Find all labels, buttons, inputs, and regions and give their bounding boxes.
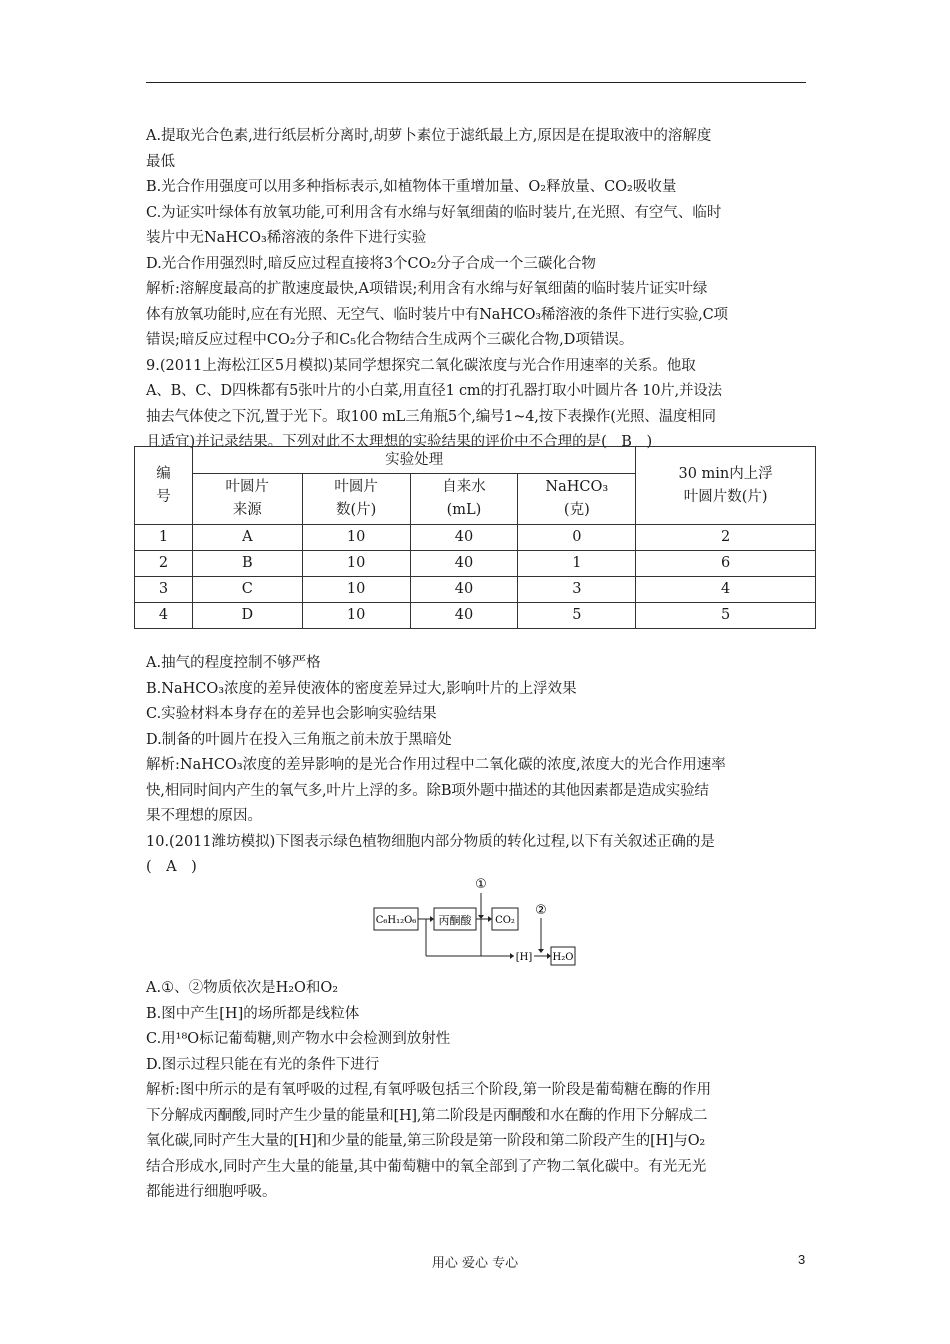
table-cell: 2	[636, 525, 816, 551]
table-row	[135, 577, 816, 603]
table-row	[135, 551, 816, 577]
q8-option-b: B.光合作用强度可以用多种指标表示,如植物体干重增加量、O₂释放量、CO₂吸收量	[146, 179, 677, 195]
question-9-options	[146, 651, 810, 881]
table-cell: B	[192, 551, 302, 577]
arrowhead	[478, 915, 484, 919]
respiration-diagram	[370, 876, 580, 966]
table-row	[135, 603, 816, 629]
table-cell: 4	[135, 603, 193, 629]
header-count: 叶圆片 数(片)	[302, 474, 410, 525]
table-cell: 5	[518, 603, 636, 629]
question-8-block	[146, 124, 810, 456]
table-cell: 10	[302, 551, 410, 577]
page-number: 3	[798, 1252, 806, 1267]
q9-analysis-line1: 解析:NaHCO₃浓度的差异影响的是光合作用过程中二氧化碳的浓度,浓度大的光合作用速率	[146, 757, 726, 773]
marker-1: ①	[475, 877, 487, 892]
arrowhead	[547, 953, 551, 959]
h2o-label: H₂O	[552, 952, 574, 963]
q10-option-c: C.用¹⁸O标记葡萄糖,则产物水中会检测到放射性	[146, 1031, 451, 1047]
q10-stem-line1: 10.(2011潍坊模拟)下图表示绿色植物细胞内部分物质的转化过程,以下有关叙述正确的是	[146, 833, 715, 850]
table-cell: C	[192, 577, 302, 603]
q9-option-b: B.NaHCO₃浓度的差异使液体的密度差异过大,影响叶片的上浮效果	[146, 680, 577, 697]
q9-stem-line3: 抽去气体使之下沉,置于光下。取100 mL三角瓶5个,编号1~4,按下表操作(光照、温度相同	[146, 408, 716, 425]
q10-analysis-line1: 解析:图中所示的是有氧呼吸的过程,有氧呼吸包括三个阶段,第一阶段是葡萄糖在酶的作用	[146, 1082, 712, 1098]
page-footer: 用心 爱心 专心	[431, 1256, 519, 1271]
table-cell: 10	[302, 525, 410, 551]
q9-option-c: C.实验材料本身存在的差异也会影响实验结果	[146, 706, 437, 722]
pyruvate-label: 丙酮酸	[438, 914, 472, 927]
experiment-table	[134, 446, 816, 629]
header-result: 30 min内上浮 叶圆片数(片)	[636, 447, 816, 525]
q8-option-a-line2: 最低	[146, 153, 175, 170]
q8-option-c-line1: C.为证实叶绿体有放氧功能,可利用含有水绵与好氧细菌的临时装片,在光照、有空气、临时	[146, 204, 722, 221]
arrowhead	[430, 916, 434, 922]
q8-option-d: D.光合作用强烈时,暗反应过程直接将3个CO₂分子合成一个三碳化合物	[146, 255, 596, 272]
q10-stem-line2: ( A )	[146, 859, 197, 875]
question-10-options	[146, 976, 810, 1206]
glucose-label: C₆H₁₂O₆	[375, 915, 417, 926]
table-header-row	[135, 447, 816, 474]
header-nahco3: NaHCO₃ (克)	[518, 474, 636, 525]
q10-option-b: B.图中产生[H]的场所都是线粒体	[146, 1005, 360, 1022]
table-cell: 40	[410, 525, 518, 551]
q9-stem-line1: 9.(2011上海松江区5月模拟)某同学想探究二氧化碳浓度与光合作用速率的关系。他取	[146, 357, 696, 374]
table-cell: 4	[636, 577, 816, 603]
table-cell: 6	[636, 551, 816, 577]
table-cell: 10	[302, 577, 410, 603]
q9-analysis-line3: 果不理想的原因。	[146, 808, 262, 824]
q10-analysis-line2: 下分解成丙酮酸,同时产生少量的能量和[H],第二阶段是丙酮酸和水在酶的作用下分解成二	[146, 1107, 708, 1124]
header-treatment: 实验处理	[192, 447, 635, 474]
table-cell: 2	[135, 551, 193, 577]
co2-label: CO₂	[495, 915, 515, 926]
table-cell: 1	[135, 525, 193, 551]
header-water: 自来水 (mL)	[410, 474, 518, 525]
header-source: 叶圆片 来源	[192, 474, 302, 525]
table-cell: 10	[302, 603, 410, 629]
q8-option-a-line1: A.提取光合色素,进行纸层析分离时,胡萝卜素位于滤纸最上方,原因是在提取液中的溶解度	[146, 128, 712, 144]
table-cell: 3	[135, 577, 193, 603]
q9-analysis-line2: 快,相同时间内产生的氧气多,叶片上浮的多。除B项外题中描述的其他因素都是造成实验结	[146, 782, 709, 799]
q9-option-a: A.抽气的程度控制不够严格	[146, 655, 321, 671]
table-cell: 1	[518, 551, 636, 577]
table-cell: D	[192, 603, 302, 629]
table-cell: 0	[518, 525, 636, 551]
q8-analysis-line1: 解析:溶解度最高的扩散速度最快,A项错误;利用含有水绵与好氧细菌的临时装片证实叶绿	[146, 281, 708, 297]
q10-option-a: A.①、②物质依次是H₂O和O₂	[146, 980, 339, 996]
q10-analysis-line5: 都能进行细胞呼吸。	[146, 1184, 277, 1200]
table-cell: 40	[410, 551, 518, 577]
q8-analysis-line3: 错误;暗反应过程中CO₂分子和C₅化合物结合生成两个三碳化合物,D项错误。	[146, 332, 634, 348]
q9-stem-line2: A、B、C、D四株都有5张叶片的小白菜,用直径1 cm的打孔器打取小叶圆片各 10片,并设法	[146, 383, 722, 399]
q8-option-c-line2: 装片中无NaHCO₃稀溶液的条件下进行实验	[146, 230, 427, 246]
header-rule	[146, 82, 806, 83]
table-cell: A	[192, 525, 302, 551]
marker-2: ②	[535, 903, 547, 918]
q9-option-d: D.制备的叶圆片在投入三角瓶之前未放于黑暗处	[146, 731, 452, 748]
header-number: 编 号	[135, 447, 193, 525]
q10-option-d: D.图示过程只能在有光的条件下进行	[146, 1056, 380, 1073]
q10-analysis-line3: 氧化碳,同时产生大量的[H]和少量的能量,第三阶段是第一阶段和第二阶段产生的[H]与O₂	[146, 1133, 706, 1149]
arrowhead	[538, 949, 544, 953]
table-cell: 5	[636, 603, 816, 629]
h-label: [H]	[515, 952, 533, 963]
arrowhead	[510, 953, 514, 959]
q10-analysis-line4: 结合形成水,同时产生大量的能量,其中葡萄糖中的氧全部到了产物二氧化碳中。有光无光	[146, 1158, 707, 1175]
q8-analysis-line2: 体有放氧功能时,应在有光照、无空气、临时装片中有NaHCO₃稀溶液的条件下进行实验,C项	[146, 306, 728, 323]
table-cell: 3	[518, 577, 636, 603]
table-row	[135, 525, 816, 551]
q9-stem-line4: 且适宜)并记录结果。下列对此不太理想的实验结果的评价中不合理的是( B )	[146, 434, 653, 450]
table-cell: 40	[410, 603, 518, 629]
arrowhead	[488, 916, 492, 922]
table-cell: 40	[410, 577, 518, 603]
